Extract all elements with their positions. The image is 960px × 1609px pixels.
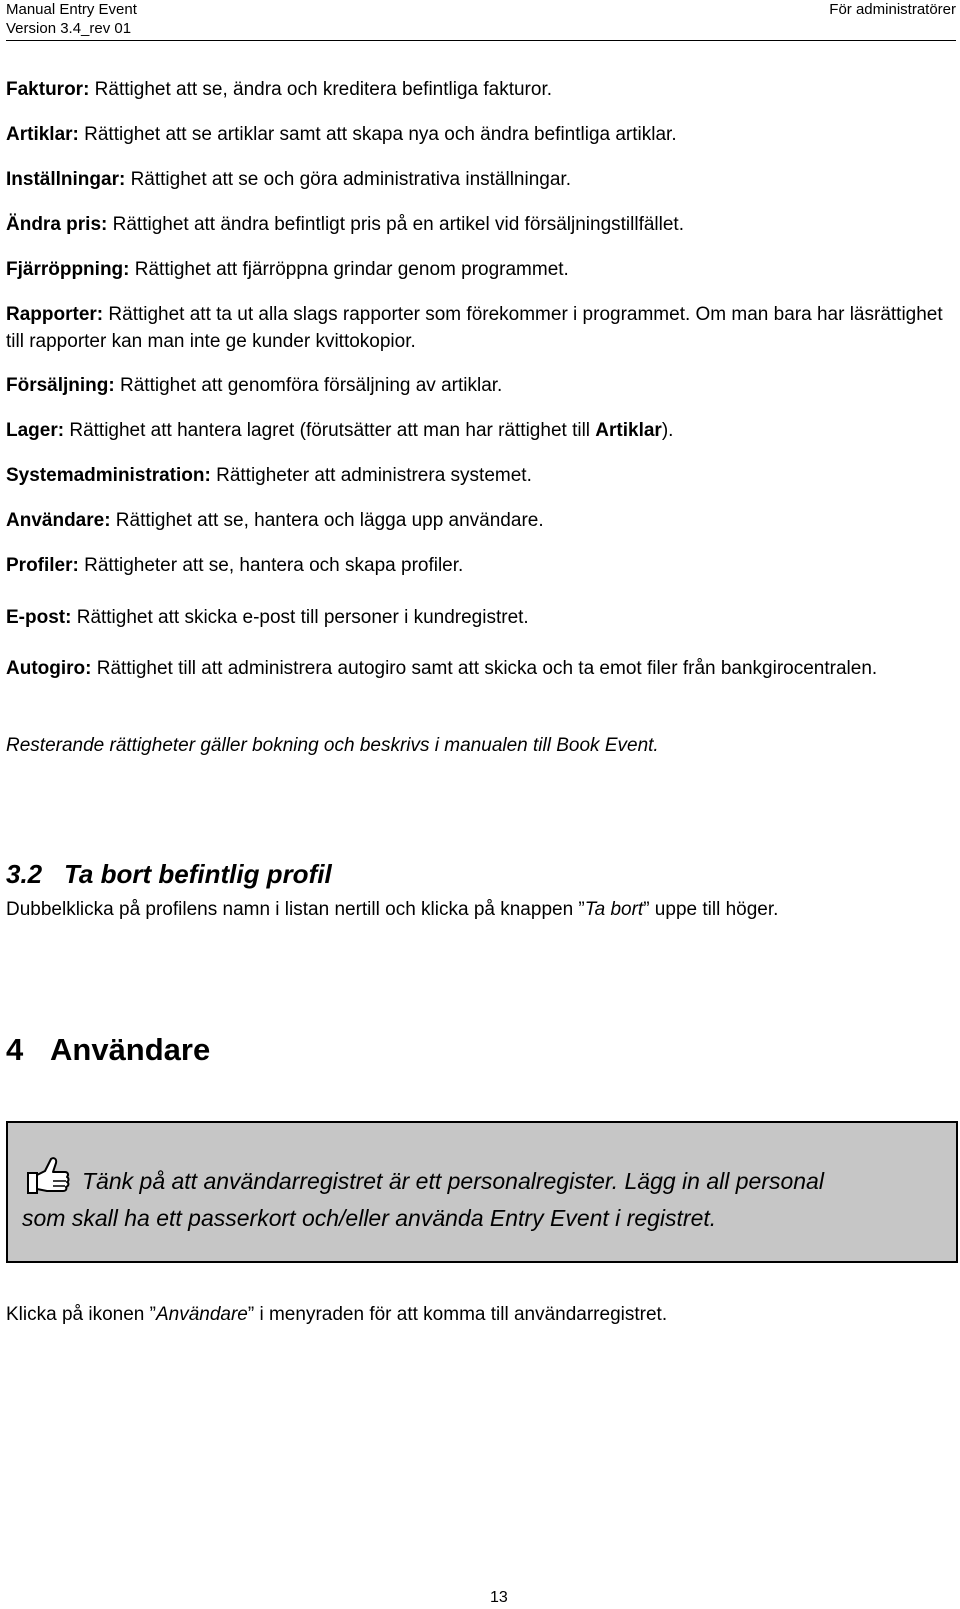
icon-name: Användare bbox=[155, 1304, 248, 1325]
permission-item: Ändra pris: Rättighet att ändra befintligt pris på en artikel vid försäljningstillfället. bbox=[6, 214, 684, 235]
delete-profile-instruction: Dubbelklicka på profilens namn i listan nertill och klicka på knappen ”Ta bort” uppe till höger. bbox=[6, 899, 779, 920]
header-left bbox=[6, 0, 137, 38]
remaining-permissions-note: Resterande rättigheter gäller bokning och beskrivs i manualen till Book Event. bbox=[6, 735, 659, 756]
permission-item: Autogiro: Rättighet till att administrera autogiro samt att skicka och ta emot filer från bankgirocentralen. bbox=[6, 658, 878, 679]
document-title: Manual Entry Event bbox=[6, 1, 137, 18]
permission-item: Användare: Rättighet att se, hantera och lägga upp användare. bbox=[6, 510, 544, 531]
page-number: 13 bbox=[490, 1589, 508, 1606]
permission-item: Inställningar: Rättighet att se och göra administrativa inställningar. bbox=[6, 169, 571, 190]
permission-item: Försäljning: Rättighet att genomföra försäljning av artiklar. bbox=[6, 375, 503, 396]
permission-item: Lager: Rättighet att hantera lagret (förutsätter att man har rättighet till Artiklar). bbox=[6, 420, 674, 441]
button-name: Ta bort bbox=[584, 899, 644, 920]
permission-item: E-post: Rättighet att skicka e-post till personer i kundregistret. bbox=[6, 607, 529, 628]
section-heading-4 bbox=[6, 1032, 210, 1068]
permission-item: Fjärröppning: Rättighet att fjärröppna grindar genom programmet. bbox=[6, 259, 569, 280]
header-audience: För administratörer bbox=[829, 1, 956, 18]
section-title: Ta bort befintlig profil bbox=[64, 859, 332, 889]
section-heading-3-2 bbox=[6, 858, 332, 890]
thumbs-up-icon bbox=[24, 1151, 72, 1199]
tip-box bbox=[6, 1121, 958, 1263]
document-version: Version 3.4_rev 01 bbox=[6, 20, 132, 37]
section-number: 3.2 bbox=[6, 859, 43, 889]
permission-item: Fakturor: Rättighet att se, ändra och kreditera befintliga fakturor. bbox=[6, 79, 553, 100]
permission-item: Profiler: Rättigheter att se, hantera och skapa profiler. bbox=[6, 555, 464, 576]
permission-item: Artiklar: Rättighet att se artiklar samt att skapa nya och ändra befintliga artiklar. bbox=[6, 124, 677, 145]
page-header bbox=[6, 0, 956, 41]
section-number: 4 bbox=[6, 1032, 24, 1067]
section-title: Användare bbox=[50, 1032, 211, 1067]
tip-text-line: Tänk på att användarregistret är ett personalregister. Lägg in all personal bbox=[82, 1168, 824, 1194]
permission-item: Rapporter: Rättighet att ta ut alla slags rapporter som förekommer i programmet. Om man bara har läsrättighet till rapporter kan man inte ge kunder kvittokopior. bbox=[6, 304, 943, 352]
permission-item: Systemadministration: Rättigheter att administrera systemet. bbox=[6, 465, 532, 486]
tip-text-line: som skall ha ett passerkort och/eller använda Entry Event i registret. bbox=[22, 1205, 717, 1231]
users-instruction: Klicka på ikonen ”Användare” i menyraden för att komma till användarregistret. bbox=[6, 1304, 668, 1325]
